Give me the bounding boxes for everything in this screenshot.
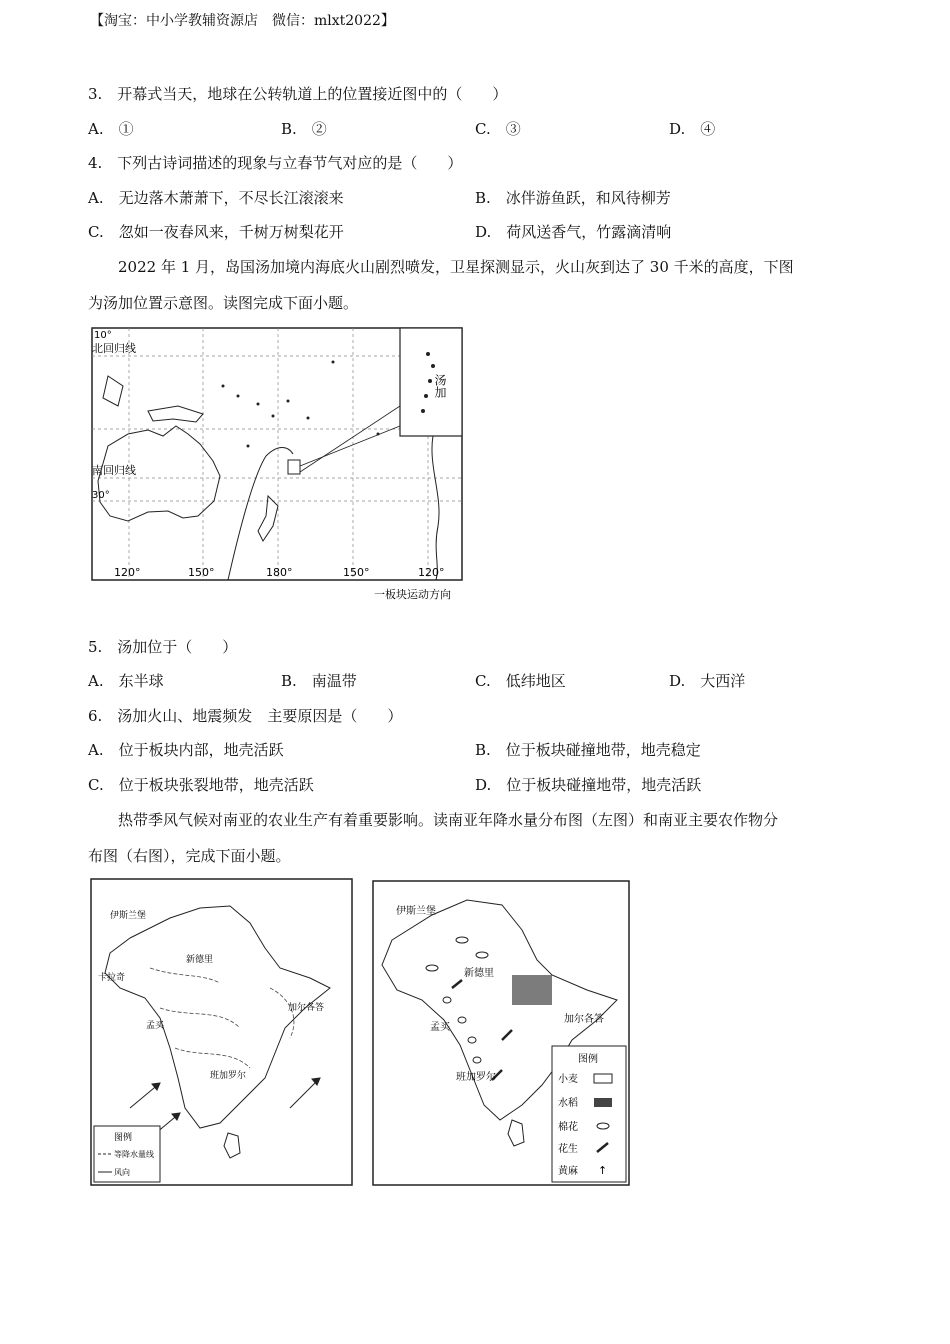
q5-option-c[interactable]: C. 低纬地区 — [475, 672, 566, 690]
q5-option-b[interactable]: B. 南温带 — [281, 672, 357, 690]
right-legend-peanut: 花生 — [558, 1144, 578, 1155]
left-place-islamabad: 伊斯兰堡 — [110, 911, 147, 921]
page-header: 【淘宝：中小学教辅资源店 微信：mlxt2022】 — [90, 13, 395, 29]
lon-label-2: 150° — [188, 566, 215, 579]
q6-option-c[interactable]: C. 位于板块张裂地带，地壳活跃 — [88, 776, 314, 794]
left-place-mumbai: 孟买 — [146, 1021, 165, 1031]
q5-stem: 5. 汤加位于（ ） — [88, 638, 238, 656]
left-place-bangalore: 班加罗尔 — [210, 1071, 247, 1081]
right-legend-title: 图例 — [578, 1054, 598, 1065]
right-legend-jute: 黄麻 — [558, 1166, 578, 1177]
q6-option-b[interactable]: B. 位于板块碰撞地带，地壳稳定 — [475, 741, 701, 759]
left-legend-wind: 风向 — [114, 1168, 130, 1177]
right-place-bangalore: 班加罗尔 — [456, 1072, 496, 1083]
plate-motion-legend: 一板块运动方向 — [374, 588, 451, 601]
intro1-line1: 2022 年 1 月，岛国汤加境内海底火山剧烈喷发，卫星探测显示，火山灰到达了 30 千米的高度，下图 — [118, 258, 794, 276]
left-legend-title: 图例 — [114, 1133, 133, 1143]
right-place-islamabad: 伊斯兰堡 — [396, 906, 436, 917]
lat-30-label: 30° — [92, 490, 110, 501]
q3-option-a[interactable]: A. ① — [88, 120, 134, 138]
south-asia-crops-map — [372, 880, 632, 1192]
left-legend-isohyet: 等降水量线 — [114, 1150, 154, 1159]
tonga-location-map — [88, 326, 473, 610]
right-legend-wheat: 小麦 — [558, 1074, 578, 1085]
q6-option-d[interactable]: D. 位于板块碰撞地带，地壳活跃 — [475, 776, 702, 794]
q4-option-a[interactable]: A. 无边落木萧萧下，不尽长江滚滚来 — [88, 189, 344, 207]
inset-tonga-label: 汤加 — [433, 374, 447, 398]
right-legend-rice: 水稻 — [558, 1098, 578, 1109]
q6-stem: 6. 汤加火山、地震频发 主要原因是（ ） — [88, 707, 403, 725]
lon-label-4: 150° — [343, 566, 370, 579]
lon-label-3: 180° — [266, 566, 293, 579]
right-place-kolkata: 加尔各答 — [564, 1014, 604, 1025]
left-place-karachi: 卡拉奇 — [98, 973, 126, 983]
left-place-kolkata: 加尔各答 — [288, 1003, 325, 1013]
intro1-line2: 为汤加位置示意图。读图完成下面小题。 — [88, 294, 359, 312]
q3-stem: 3. 开幕式当天，地球在公转轨道上的位置接近图中的（ ） — [88, 85, 508, 103]
tropic-south-label: 南回归线 — [92, 464, 136, 477]
q3-option-b[interactable]: B. ② — [281, 120, 327, 138]
left-place-newdelhi: 新德里 — [186, 955, 214, 965]
lon-label-5: 120° — [418, 566, 445, 579]
q4-stem: 4. 下列古诗词描述的现象与立春节气对应的是（ ） — [88, 154, 463, 172]
q5-option-d[interactable]: D. 大西洋 — [669, 672, 746, 690]
south-asia-precipitation-map — [90, 878, 355, 1192]
lon-label-1: 120° — [114, 566, 141, 579]
right-place-mumbai: 孟买 — [430, 1022, 450, 1033]
q4-option-c[interactable]: C. 忽如一夜春风来，千树万树梨花开 — [88, 223, 344, 241]
lat-10-label: 10° — [94, 330, 112, 341]
intro2-line1: 热带季风气候对南亚的农业生产有着重要影响。读南亚年降水量分布图（左图）和南亚主要农作物分 — [118, 811, 779, 829]
q3-option-c[interactable]: C. ③ — [475, 120, 521, 138]
right-legend-cotton: 棉花 — [558, 1122, 578, 1133]
intro2-line2: 布图（右图），完成下面小题。 — [88, 847, 291, 865]
q4-option-d[interactable]: D. 荷风送香气，竹露滴清响 — [475, 223, 672, 241]
q5-option-a[interactable]: A. 东半球 — [88, 672, 164, 690]
q6-option-a[interactable]: A. 位于板块内部，地壳活跃 — [88, 741, 284, 759]
q4-option-b[interactable]: B. 冰伴游鱼跃，和风待柳芳 — [475, 189, 671, 207]
q3-option-d[interactable]: D. ④ — [669, 120, 716, 138]
jute-symbol: ↑ — [598, 1164, 608, 1177]
right-place-newdelhi: 新德里 — [464, 968, 494, 979]
tropic-north-label: 北回归线 — [92, 342, 136, 355]
